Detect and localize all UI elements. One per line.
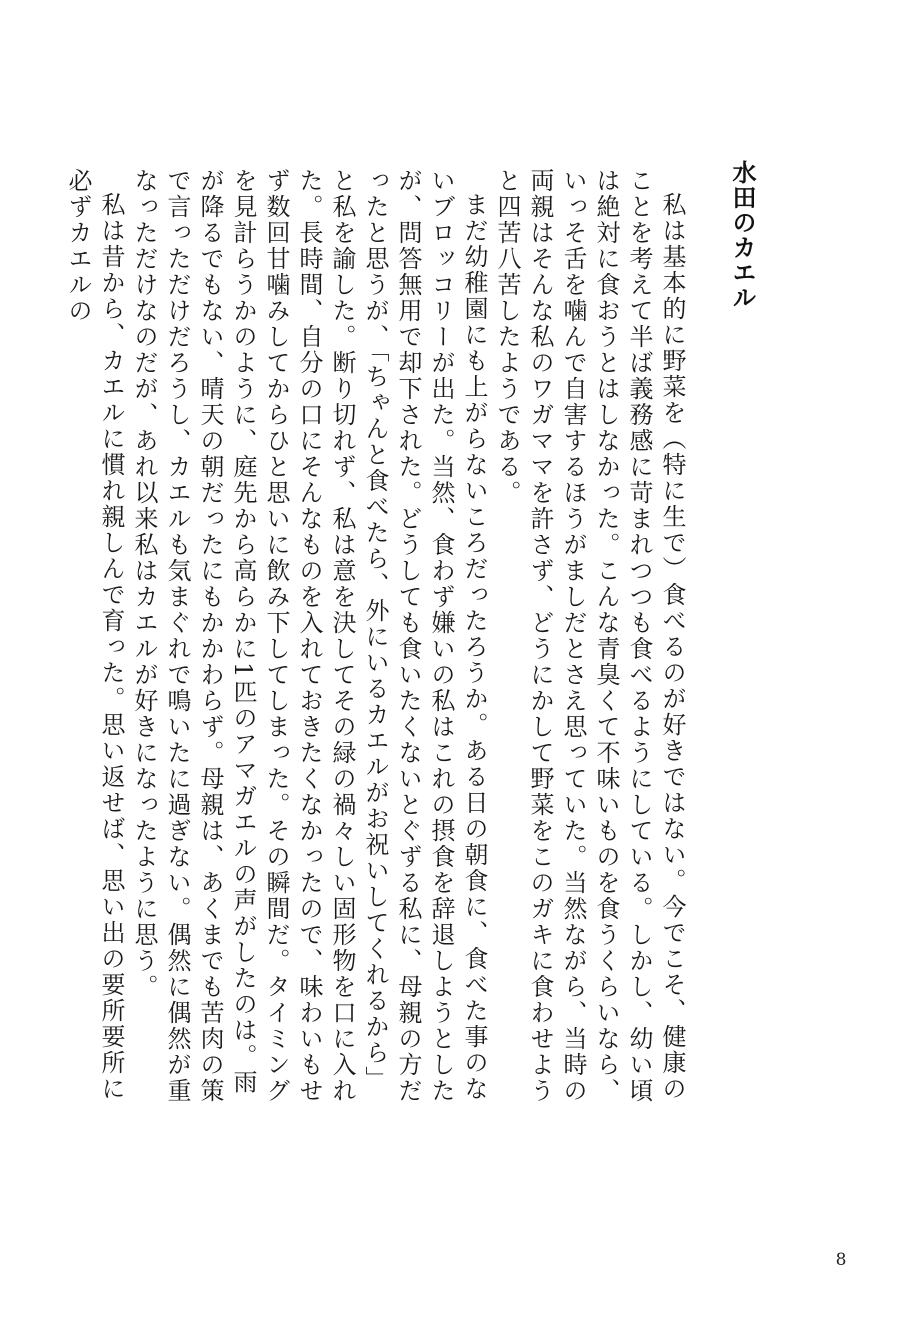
paragraph: 私は昔から、カエルに慣れ親しんで育った。思い返せば、思い出の要所要所に必ずカエルの [64,168,125,1102]
paragraph: 私は基本的に野菜を（特に生で）食べるのが好きではない。今でこそ、健康のことを考えて半ば義務感に苛まれつつも食べるようにしている。しかし、幼い頃は絶対に食おうとはしなかった。こんな青臭くて不味いものを食うくらいなら、いっそ舌を噛んで自害するほうがましだとさえ思っていた。当然ながら、当時の両親はそんな私のワガママを許さず、どうにかして野菜をこのガキに食わせようと四苦八苦したようである。 [493,168,686,1104]
paragraph: まだ幼稚園にも上がらないころだったろうか。ある日の朝食に、食べた事のないブロッコリーが出た。当然、食わず嫌いの私はこれの摂食を辞退しようとしたが、問答無用で却下された。どうしても食いたくないとぐずる私に、母親の方だったと思うが、「ちゃんと食べたら、外にいるカエルがお祝いしてくれるから」と私を諭した。断り切れず、私は意を決してその緑の禍々しい固形物を口に入れた。長時間、自分の口にそんなものを入れておきたくなかったので、味わいもせず数回甘噛みしてからひと思いに飲み下してしまった。その瞬間だ。タイミングを見計らうかのように、庭先から高らかに1匹のアマガエルの声がしたのは。雨が降るでもない、晴天の朝だったにもかかわらず。母親は、あくまでも苦肉の策で言っただけだろうし、カエルも気まぐれで鳴いたに過ぎない。偶然に偶然が重なっただけなのだが、あれ以来私はカエルが好きになったように思う。 [130,168,488,1104]
body-text [61,168,688,1108]
page-number: 8 [835,1250,847,1270]
chapter-title: 水田のカエル [728,160,756,310]
